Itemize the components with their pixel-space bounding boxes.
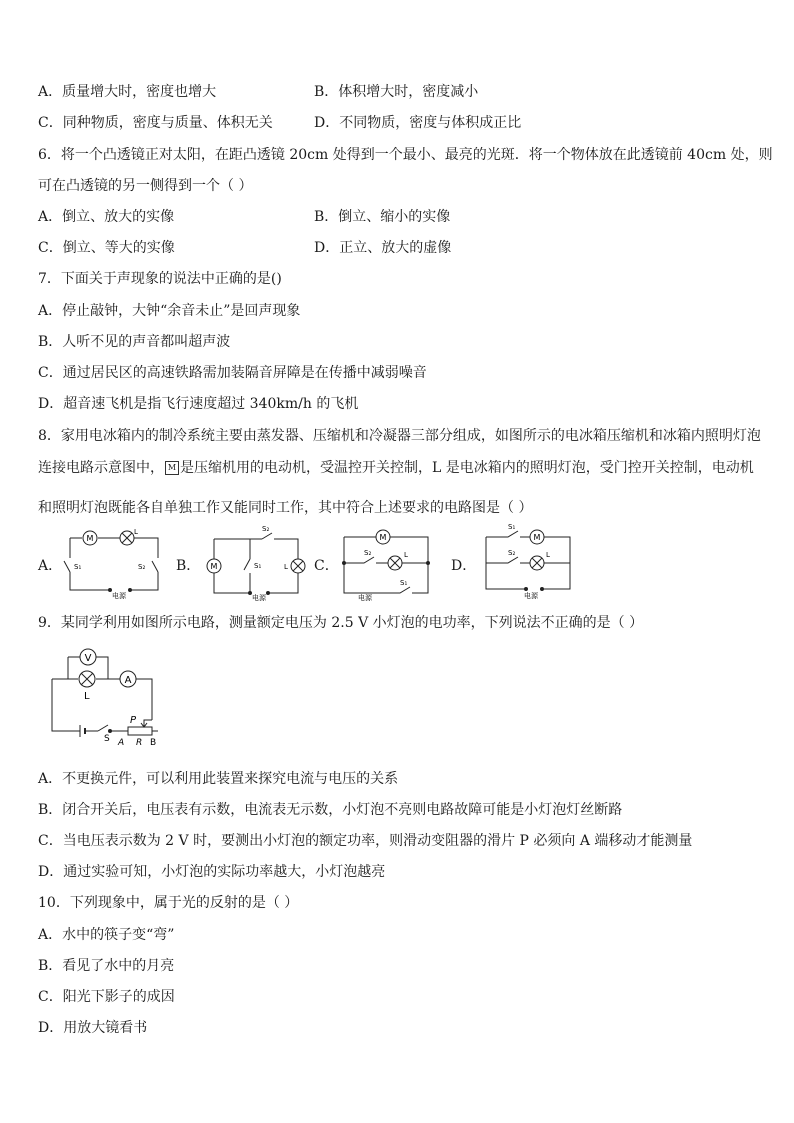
- q6-stem-line2: 可在凸透镜的另一侧得到一个（ ）: [38, 178, 253, 194]
- rheostat-r-label: R: [136, 738, 143, 748]
- power-label: 电源: [252, 594, 266, 601]
- q8-stem-line3: 和照明灯泡既能各自单独工作又能同时工作，其中符合上述要求的电路图是（ ）: [38, 500, 533, 516]
- ammeter-label: A: [124, 675, 132, 686]
- q6-option-d: D．正立、放大的虚像: [314, 240, 452, 256]
- s2-label: S₂: [262, 525, 270, 533]
- q8-stem-line2: [38, 459, 754, 477]
- lamp-label: L: [84, 691, 90, 702]
- q8-circuit-b: [200, 523, 312, 605]
- power-label: 电源: [358, 594, 372, 601]
- q7-option-a: A．停止敲钟，大钟“余音未止”是回声现象: [38, 303, 301, 319]
- power-label: 电源: [112, 592, 126, 600]
- q10-stem: 10．下列现象中，属于光的反射的是（ ）: [38, 895, 299, 911]
- q10-option-c: C．阳光下影子的成因: [38, 989, 175, 1005]
- lamp-label: L: [284, 563, 288, 571]
- q5-option-b: B．体积增大时，密度减小: [314, 84, 479, 100]
- q5-option-c: C．同种物质，密度与质量、体积无关: [38, 115, 273, 131]
- q8-circuit-c: [338, 523, 450, 605]
- q9-option-c: C．当电压表示数为 2 V 时，要测出小灯泡的额定功率，则滑动变阻器的滑片 P 必须向 A 端移动才能测量: [38, 833, 693, 849]
- end-a-label: A: [118, 738, 125, 748]
- q8-option-d-label: D．: [451, 558, 477, 574]
- lamp-label: L: [134, 528, 138, 536]
- end-b-label: B: [150, 738, 157, 748]
- s2-label: S₂: [508, 549, 516, 557]
- q9-circuit: [40, 642, 170, 756]
- q8-stem-line2-start: 连接电路示意图中，: [38, 460, 164, 476]
- motor-label: M: [379, 533, 387, 542]
- q10-option-a: A．水中的筷子变“弯”: [38, 927, 175, 943]
- q8-option-c-label: C．: [314, 558, 339, 574]
- q5-option-d: D．不同物质，密度与体积成正比: [314, 115, 522, 131]
- switch-label: S: [104, 734, 110, 744]
- s1-label: S₁: [400, 579, 408, 587]
- voltmeter-label: V: [84, 653, 92, 664]
- q6-stem-line1: 6．将一个凸透镜正对太阳，在距凸透镜 20cm 处得到一个最小、最亮的光斑．将一个物体放在此透镜前 40cm 处，则: [38, 147, 773, 163]
- s2-label: S₂: [138, 563, 146, 571]
- motor-label: M: [86, 534, 94, 543]
- s1-label: S₁: [508, 523, 516, 531]
- q7-stem: 7．下面关于声现象的说法中正确的是(): [38, 271, 282, 287]
- lamp-label: L: [546, 551, 550, 559]
- q10-option-b: B．看见了水中的月亮: [38, 958, 175, 974]
- power-label: 电源: [524, 592, 538, 600]
- motor-label: M: [210, 562, 218, 571]
- q7-option-c: C．通过居民区的高速铁路需加装隔音屏障是在传播中减弱噪音: [38, 365, 427, 381]
- q8-stem-line2-end: 是压缩机用的电动机，受温控开关控制，L 是电冰箱内的照明灯泡，受门控开关控制，电动机: [180, 460, 754, 476]
- q8-option-b-label: B．: [176, 558, 201, 574]
- s1-label: S₁: [254, 562, 262, 570]
- q6-option-c: C．倒立、等大的实像: [38, 240, 175, 256]
- q6-option-a: A．倒立、放大的实像: [38, 209, 175, 225]
- q8-circuit-a: [62, 528, 170, 604]
- q9-stem: 9．某同学利用如图所示电路，测量额定电压为 2.5 V 小灯泡的电功率，下列说法不正确的是（ ）: [38, 615, 644, 631]
- q7-option-d: D．超音速飞机是指飞行速度超过 340km/h 的飞机: [38, 396, 359, 412]
- motor-symbol-icon: M: [165, 461, 179, 475]
- q8-option-a-label: A．: [38, 558, 63, 574]
- q9-option-b: B．闭合开关后，电压表有示数，电流表无示数，小灯泡不亮则电路故障可能是小灯泡灯丝断路: [38, 802, 623, 818]
- q8-stem-line1: 8．家用电冰箱内的制冷系统主要由蒸发器、压缩机和冷凝器三部分组成，如图所示的电冰箱压缩机和冰箱内照明灯泡: [38, 428, 761, 444]
- q7-option-b: B．人听不见的声音都叫超声波: [38, 334, 231, 350]
- q10-option-d: D．用放大镜看书: [38, 1020, 148, 1036]
- q9-option-a: A．不更换元件，可以利用此装置来探究电流与电压的关系: [38, 771, 399, 787]
- q5-option-a: A．质量增大时，密度也增大: [38, 84, 217, 100]
- q9-option-d: D．通过实验可知，小灯泡的实际功率越大，小灯泡越亮: [38, 864, 386, 880]
- slider-p-label: P: [130, 715, 137, 726]
- s2-label: S₂: [364, 549, 372, 557]
- q6-option-b: B．倒立、缩小的实像: [314, 209, 451, 225]
- lamp-label: L: [404, 551, 408, 559]
- s1-label: S₁: [74, 563, 82, 571]
- motor-label: M: [533, 533, 541, 542]
- q8-circuit-d: [478, 523, 590, 605]
